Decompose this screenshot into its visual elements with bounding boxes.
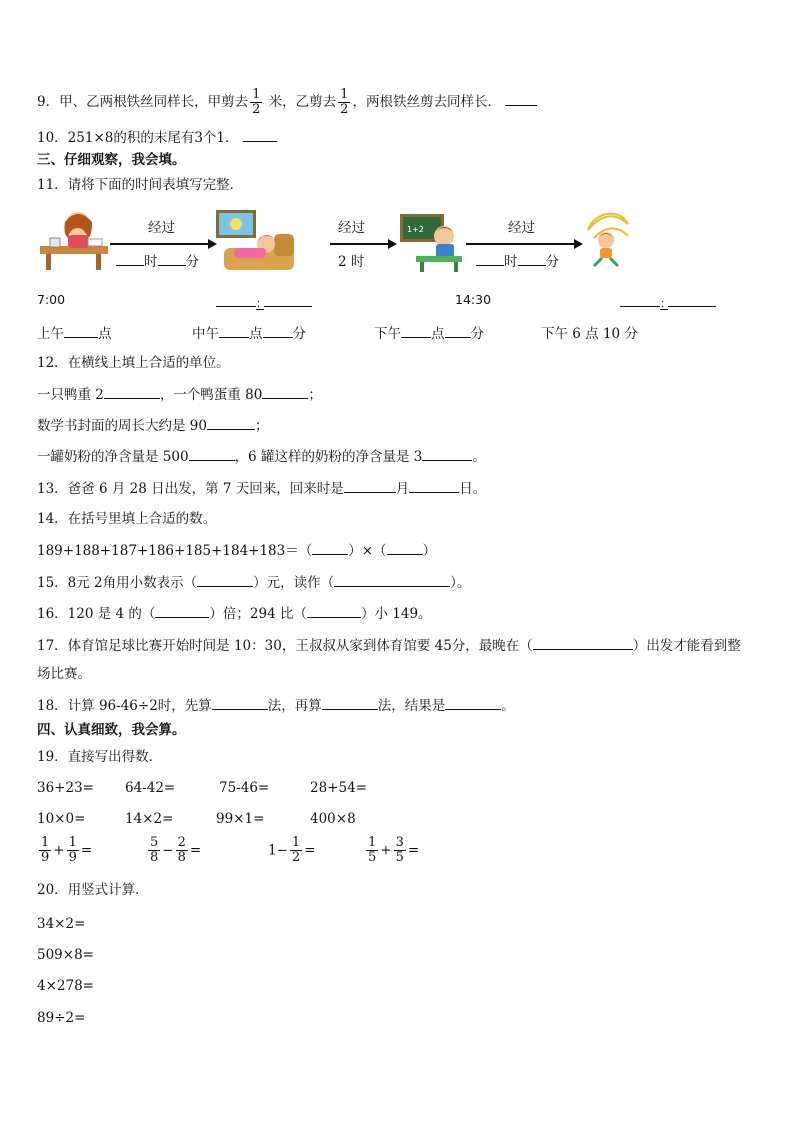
time-7-00: 7:00 <box>37 292 66 307</box>
operator: + <box>380 842 392 859</box>
numerator: 5 <box>150 835 159 850</box>
calc-item: 14×2= <box>125 811 174 827</box>
hour-blank[interactable] <box>401 323 431 338</box>
fraction-calc-1 <box>37 836 92 865</box>
answer-blank[interactable] <box>207 415 255 430</box>
minute-unit: 分 <box>185 254 199 270</box>
operator: + <box>53 842 65 859</box>
child-at-desk-picture <box>38 208 112 272</box>
answer-blank[interactable] <box>155 603 209 618</box>
minute-blank[interactable] <box>668 292 716 307</box>
numerator: 2 <box>177 835 186 850</box>
section-4-heading: 四、认真细致，我会算。 <box>37 722 186 738</box>
question-17-cont: 场比赛。 <box>37 666 91 682</box>
answer-blank[interactable] <box>322 695 378 710</box>
time-blank-2 <box>216 292 312 311</box>
time-14-30: 14:30 <box>455 292 492 307</box>
denominator: 9 <box>41 850 50 865</box>
q14a-text-a: 189+188+187+186+185+184+183＝（ <box>37 543 313 559</box>
pass-label-3: 经过 <box>508 220 535 236</box>
question-16 <box>37 603 432 624</box>
question-13 <box>37 478 486 499</box>
hour-unit: 点 <box>98 326 112 342</box>
hour-unit: 点 <box>431 326 445 342</box>
question-15 <box>37 572 470 593</box>
duration-2-hours: 2 时 <box>338 254 365 270</box>
question-10 <box>37 127 277 148</box>
question-20: 20．用竖式计算． <box>37 882 149 898</box>
colon-wrap <box>660 295 671 310</box>
fraction-half-1 <box>250 88 262 117</box>
operator: − <box>276 842 288 859</box>
equals: = <box>407 842 420 859</box>
hour-unit: 时 <box>504 254 518 270</box>
arrow-head-2 <box>388 239 397 249</box>
denominator: 2 <box>340 102 349 117</box>
question-11: 11．请将下面的时间表填写完整． <box>37 177 244 193</box>
clock-time-2 <box>192 322 306 342</box>
answer-blank[interactable] <box>262 384 308 399</box>
calc-item: 400×8 <box>310 811 356 827</box>
hour-blank[interactable] <box>620 292 660 307</box>
minute-unit: 分 <box>292 326 306 342</box>
q16-text-a: 16．120 是 4 的（ <box>37 606 156 622</box>
q18-text-a: 18．计算 96-46÷2时，先算 <box>37 698 212 714</box>
question-18 <box>37 695 515 716</box>
q12a-text-a: 一只鸭重 2 <box>37 387 104 403</box>
hour-blank[interactable] <box>476 251 504 266</box>
answer-blank[interactable] <box>445 695 501 710</box>
whole-number: 1 <box>268 842 277 859</box>
minute-unit: 分 <box>545 254 559 270</box>
answer-blank[interactable] <box>387 540 423 555</box>
q10-text: 10．251×8的积的末尾有3个1． <box>37 130 239 146</box>
numerator: 1 <box>368 835 377 850</box>
numerator: 1 <box>291 835 301 850</box>
q14a-text-b: ）×（ <box>348 543 387 559</box>
hour-unit: 时 <box>144 254 158 270</box>
answer-blank[interactable] <box>212 695 268 710</box>
minute-blank[interactable] <box>264 292 312 307</box>
arrow-2 <box>330 243 390 245</box>
hour-unit: 点 <box>249 326 263 342</box>
vertical-calc-item: 509×8= <box>37 947 94 963</box>
fraction-half-2 <box>338 88 350 117</box>
q13-text-c: 日。 <box>459 481 487 497</box>
q16-text-b: ）倍；294 比（ <box>209 606 307 622</box>
numerator: 1 <box>340 87 349 102</box>
colon: ： <box>256 297 267 310</box>
q15-text-c: ）。 <box>450 575 471 591</box>
q18-text-b: 法，再算 <box>267 698 322 714</box>
answer-blank[interactable] <box>197 572 253 587</box>
month-blank[interactable] <box>344 478 396 493</box>
svg-text:1+2: 1+2 <box>407 225 424 234</box>
vertical-calc-item: 34×2= <box>37 916 86 932</box>
calc-item: 64-42= <box>125 780 176 796</box>
q16-text-c: ）小 149。 <box>360 606 432 622</box>
equals: = <box>304 842 316 859</box>
pass-label-2: 经过 <box>338 220 365 236</box>
question-12a <box>37 384 322 405</box>
child-at-blackboard-picture <box>398 212 468 274</box>
question-17 <box>37 635 741 656</box>
denominator: 8 <box>177 850 186 865</box>
clock-time-3 <box>374 322 484 342</box>
calc-item: 10×0= <box>37 811 86 827</box>
answer-blank[interactable] <box>243 127 277 142</box>
minute-blank[interactable] <box>158 251 186 266</box>
numerator: 1 <box>41 835 50 850</box>
numerator: 1 <box>68 835 77 850</box>
colon: ： <box>660 297 671 310</box>
question-12b <box>37 415 268 436</box>
q18-text-d: 。 <box>501 698 515 714</box>
arrow-1 <box>110 243 210 245</box>
equals: = <box>189 842 202 859</box>
answer-blank[interactable] <box>422 446 472 461</box>
q12b-text-b: ； <box>254 418 269 434</box>
time-blank-4 <box>620 292 716 311</box>
q12a-text-b: ，一个鸭蛋重 80 <box>159 387 263 403</box>
child-napping-picture <box>214 208 300 274</box>
operator: − <box>162 842 174 859</box>
numerator: 3 <box>395 835 404 850</box>
question-12: 12．在横线上填上合适的单位。 <box>37 355 230 371</box>
q17-text-b: ）出发才能看到整 <box>632 638 741 654</box>
q9-text-c: ，两根铁丝剪去同样长． <box>352 94 501 110</box>
calc-item: 75-46= <box>219 780 270 796</box>
answer-blank[interactable] <box>189 446 235 461</box>
q17-text-a: 17．体育馆足球比赛开始时间是 10：30，王叔叔从家到体育馆要 45分，最晚在（ <box>37 638 533 654</box>
section-3-heading: 三、仔细观察，我会填。 <box>37 152 186 168</box>
hour-blank[interactable] <box>116 251 144 266</box>
q15-text-a: 15．8元 2角用小数表示（ <box>37 575 198 591</box>
vertical-calc-item: 89÷2= <box>37 1010 86 1026</box>
afternoon-label: 下午 <box>374 326 401 342</box>
fraction-calc-4 <box>364 836 419 865</box>
q9-text-a: 9．甲、乙两根铁丝同样长，甲剪去 <box>37 94 249 110</box>
question-19: 19．直接写出得数． <box>37 749 163 765</box>
equals: = <box>80 842 93 859</box>
colon-wrap <box>256 295 267 310</box>
minute-blank[interactable] <box>518 251 546 266</box>
calc-item: 28+54= <box>310 780 367 796</box>
q12a-text-c: ； <box>308 387 322 403</box>
q13-text-b: 月 <box>395 481 410 497</box>
fraction-calc-2 <box>146 836 201 865</box>
q12c-text-b: ，6 罐这样的奶粉的净含量是 3 <box>234 449 423 465</box>
minute-blank[interactable] <box>445 323 471 338</box>
minute-blank[interactable] <box>263 323 293 338</box>
duration-blank-1 <box>116 250 199 270</box>
hour-blank[interactable] <box>64 323 98 338</box>
question-9 <box>37 88 537 117</box>
q12c-text-a: 一罐奶粉的净含量是 500 <box>37 449 189 465</box>
answer-blank[interactable] <box>334 572 450 587</box>
calc-item: 99×1= <box>216 811 265 827</box>
question-14: 14．在括号里填上合适的数。 <box>37 511 217 527</box>
clock-time-4: 下午 6 点 10 分 <box>541 326 638 342</box>
q12b-text-a: 数学书封面的周长大约是 90 <box>37 418 207 434</box>
clock-time-1 <box>37 322 112 342</box>
noon-label: 中午 <box>192 326 219 342</box>
answer-blank[interactable] <box>533 635 633 650</box>
denominator: 5 <box>368 850 377 865</box>
calc-item: 36+23= <box>37 780 94 796</box>
denominator: 5 <box>395 850 404 865</box>
q18-text-c: 法，结果是 <box>377 698 446 714</box>
answer-blank[interactable] <box>505 91 537 106</box>
answer-blank[interactable] <box>307 603 361 618</box>
question-12c <box>37 446 486 467</box>
q9-text-b: 米，乙剪去 <box>268 94 337 110</box>
question-14a <box>37 540 436 561</box>
q12c-text-c: 。 <box>472 449 486 465</box>
duration-blank-3 <box>476 250 559 270</box>
answer-blank[interactable] <box>104 384 160 399</box>
hour-blank[interactable] <box>219 323 249 338</box>
answer-blank[interactable] <box>312 540 348 555</box>
q15-text-b: ）元，读作（ <box>253 575 335 591</box>
pass-label-1: 经过 <box>148 220 175 236</box>
denominator: 2 <box>291 850 301 865</box>
q13-text-a: 13．爸爸 6 月 28 日出发，第 7 天回来，回来时是 <box>37 481 344 497</box>
child-running-picture <box>582 210 632 270</box>
vertical-calc-item: 4×278= <box>37 978 94 994</box>
morning-label: 上午 <box>37 326 64 342</box>
denominator: 2 <box>252 102 261 117</box>
hour-blank[interactable] <box>216 292 256 307</box>
fraction-calc-3 <box>268 836 316 865</box>
day-blank[interactable] <box>409 478 459 493</box>
minute-unit: 分 <box>470 326 484 342</box>
denominator: 8 <box>150 850 159 865</box>
numerator: 1 <box>252 87 261 102</box>
denominator: 9 <box>68 850 77 865</box>
q14a-text-c: ） <box>422 543 437 559</box>
arrow-3 <box>466 243 576 245</box>
